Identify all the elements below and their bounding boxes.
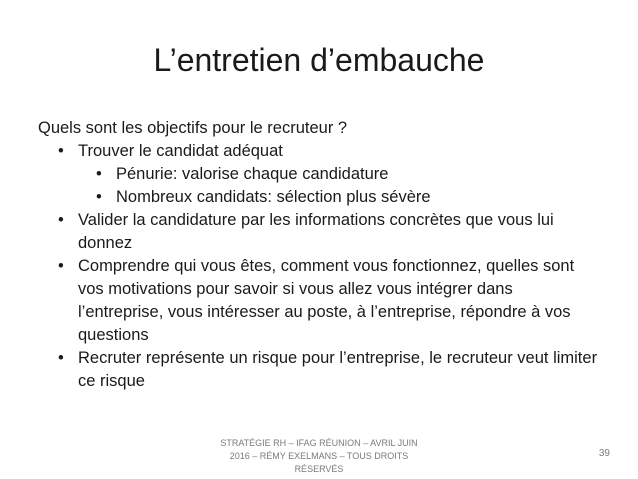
- slide-body: [38, 117, 618, 393]
- bullet-item: [38, 140, 598, 163]
- bullet-list: [38, 140, 618, 393]
- bullet-text: Trouver le candidat adéquat: [78, 142, 283, 160]
- bullet-text: Nombreux candidats: sélection plus sévère: [116, 188, 431, 206]
- bullet-text: Valider la candidature par les informations concrètes que vous lui donnez: [78, 211, 554, 252]
- sub-bullet-item: [38, 186, 618, 209]
- bullet-item: [38, 347, 598, 393]
- bullet-text: Pénurie: valorise chaque candidature: [116, 165, 389, 183]
- bullet-dot-icon: •: [58, 211, 64, 229]
- bullet-dot-icon: •: [58, 349, 64, 367]
- bullet-dot-icon: •: [58, 257, 64, 275]
- page-number: 39: [598, 448, 610, 459]
- sub-bullet-item: [38, 163, 618, 186]
- bullet-dot-icon: •: [96, 188, 102, 206]
- bullet-item: [38, 255, 598, 347]
- bullet-text: Comprendre qui vous êtes, comment vous fonctionnez, quelles sont vos motivations pour savoir si vous allez vous intégrer dans l’entreprise, vous intéresser au poste, à l’entreprise, répondre à vos questions: [78, 257, 575, 344]
- bullet-dot-icon: •: [96, 165, 102, 183]
- bullet-dot-icon: •: [58, 142, 64, 160]
- intro-question: Quels sont les objectifs pour le recruteur ?: [38, 119, 348, 137]
- bullet-item: [38, 209, 598, 255]
- bullet-text: Recruter représente un risque pour l’entreprise, le recruteur veut limiter ce risque: [78, 349, 598, 390]
- footer-text: STRATÉGIE RH – IFAG RÉUNION – AVRIL JUIN 2016 – RÉMY EXELMANS – TOUS DROITS RÉSERVÉS: [220, 438, 418, 474]
- slide-title: L’entretien d’embauche: [153, 42, 485, 78]
